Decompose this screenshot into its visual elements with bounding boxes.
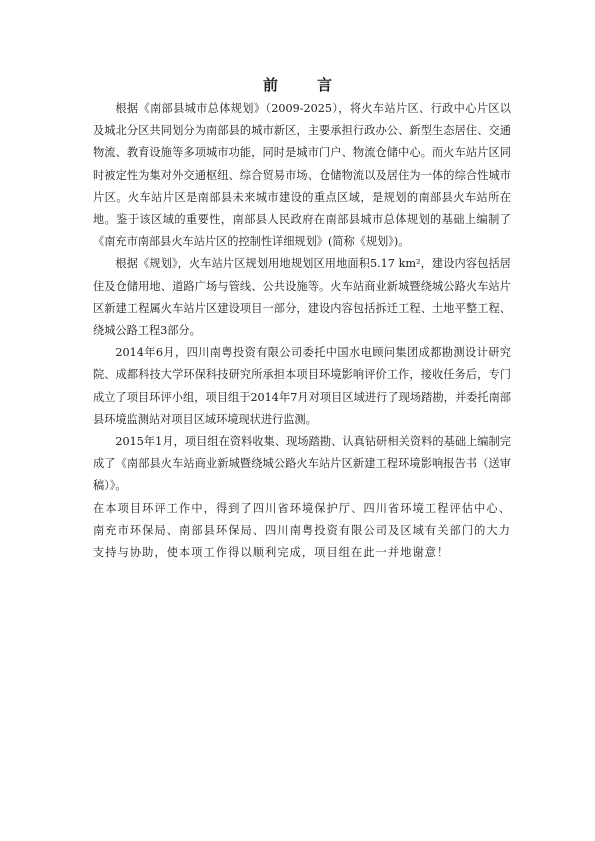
paragraph-report-completion: 2015年1月，项目组在资料收集、现场踏勘、认真钻研相关资料的基础上编制完成了《南部县火车站商业新城暨绕城公路火车站片区新建工程环境影响报告书（送审稿）》。	[93, 435, 511, 493]
paragraph-acknowledgements: 在本项目环评工作中，得到了四川省环境保护厅、四川省环境工程评估中心、南充市环保局、南部县环保局、四川南粤投资有限公司及区域有关部门的大力支持与协助，使本项工作得以顺利完成，项目组在此一并地谢意！	[93, 501, 511, 560]
document-body	[93, 98, 511, 564]
paragraph-planning-background: 根据《南部县城市总体规划》（2009-2025），将火车站片区、行政中心片区以及城北分区共同划分为南部县的城市新区，主要承担行政办公、新型生态居住、交通物流、教育设施等多项城市功能，同时是城市门户、物流仓储中心。而火车站片区同时被定性为集对外交通枢纽、综合贸易市场、仓储物流以及居住为一体的综合性城市片区。火车站片区是南部县未来城市建设的重点区域，是规划的南部县火车站所在地。鉴于该区域的重要性，南部县人民政府在南部县城市总体规划的基础上编制了《南充市南部县火车站片区的控制性详细规划》(简称《规划》)。	[93, 102, 511, 249]
paragraph-planning-scope: 根据《规划》，火车站片区规划用地规划区用地面积5.17 km²，建设内容包括居住及仓储用地、道路广场与管线、公共设施等。火车站商业新城暨绕城公路火车站片区新建工程属火车站片区建设项目一部分，建设内容包括拆迁工程、土地平整工程、绕城公路工程3部分。	[93, 257, 511, 338]
paragraph-project-commission: 2014年6月，四川南粤投资有限公司委托中国水电顾问集团成都勘测设计研究院、成都科技大学环保科技研究所承担本项目环境影响评价工作，接收任务后，专门成立了项目环评小组，项目组于2014年7月对项目区域进行了现场踏勘，并委托南部县环境监测站对项目区域环境现状进行监测。	[93, 346, 511, 426]
document-title: 前 言	[262, 76, 344, 94]
